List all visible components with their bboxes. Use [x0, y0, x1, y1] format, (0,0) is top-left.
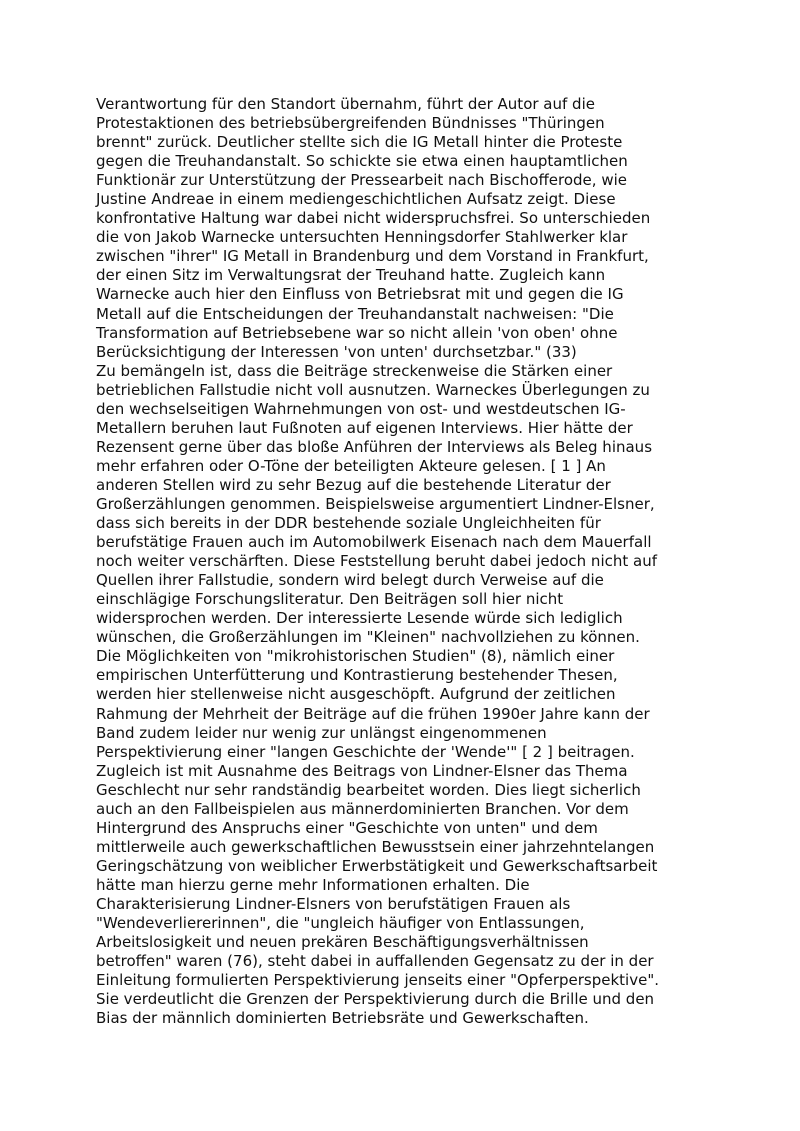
text-line: mehr erfahren oder O-Töne der beteiligten Akteure gelesen. [ 1 ] An [96, 456, 606, 475]
text-line: Charakterisierung Lindner-Elsners von berufstätigen Frauen als [96, 894, 571, 913]
text-line: auch an den Fallbeispielen aus männerdominierten Branchen. Vor dem [96, 799, 629, 818]
text-line: wünschen, die Großerzählungen im "Kleinen" nachvollziehen zu können. [96, 628, 640, 647]
text-line: widersprochen werden. Der interessierte Lesende würde sich lediglich [96, 609, 623, 628]
body-text [96, 95, 716, 1028]
text-line: konfrontative Haltung war dabei nicht widerspruchsfrei. So unterschieden [96, 209, 651, 228]
text-line: Justine Andreae in einem mediengeschichtlichen Aufsatz zeigt. Diese [96, 190, 616, 209]
text-line: "Wendeverliererinnen", die "ungleich häufiger von Entlassungen, [96, 914, 585, 933]
text-line: Einleitung formulierten Perspektivierung jenseits einer "Opferperspektive". [96, 971, 659, 990]
text-line: Geschlecht nur sehr randständig bearbeitet worden. Dies liegt sicherlich [96, 780, 641, 799]
text-line: Funktionär zur Unterstützung der Pressearbeit nach Bischofferode, wie [96, 171, 627, 190]
text-line: Zugleich ist mit Ausnahme des Beitrags von Lindner-Elsner das Thema [96, 761, 628, 780]
text-line: einschlägige Forschungsliteratur. Den Beiträgen soll hier nicht [96, 590, 564, 609]
text-line: Metall auf die Entscheidungen der Treuhandanstalt nachweisen: "Die [96, 304, 614, 323]
text-line: Bias der männlich dominierten Betriebsräte und Gewerkschaften. [96, 1009, 589, 1028]
text-line: empirischen Unterfütterung und Kontrastierung bestehender Thesen, [96, 666, 618, 685]
text-line: betroffen" waren (76), steht dabei in auffallenden Gegensatz zu der in der [96, 952, 654, 971]
text-line: betrieblichen Fallstudie nicht voll ausnutzen. Warneckes Überlegungen zu [96, 380, 650, 399]
text-line: dass sich bereits in der DDR bestehende soziale Ungleichheiten für [96, 514, 601, 533]
text-line: gegen die Treuhandanstalt. So schickte sie etwa einen hauptamtlichen [96, 152, 628, 171]
text-line: den wechselseitigen Wahrnehmungen von ost- und westdeutschen IG- [96, 399, 626, 418]
text-line: Arbeitslosigkeit und neuen prekären Beschäftigungsverhältnissen [96, 933, 589, 952]
text-line: Protestaktionen des betriebsübergreifenden Bündnisses "Thüringen [96, 114, 605, 133]
text-line: Rezensent gerne über das bloße Anführen der Interviews als Beleg hinaus [96, 437, 653, 456]
text-line: Die Möglichkeiten von "mikrohistorischen Studien" (8), nämlich einer [96, 647, 615, 666]
text-line: Perspektivierung einer "langen Geschichte der 'Wende'" [ 2 ] beitragen. [96, 742, 635, 761]
text-line: Verantwortung für den Standort übernahm, führt der Autor auf die [96, 95, 595, 113]
text-line: hätte man hierzu gerne mehr Informationen erhalten. Die [96, 875, 530, 894]
text-line: Warnecke auch hier den Einfluss von Betriebsrat mit und gegen die IG [96, 285, 624, 304]
text-line: Hintergrund des Anspruchs einer "Geschichte von unten" und dem [96, 818, 598, 837]
text-line: Quellen ihrer Fallstudie, sondern wird belegt durch Verweise auf die [96, 571, 604, 590]
text-line: Geringschätzung von weiblicher Erwerbstätigkeit und Gewerkschaftsarbeit [96, 856, 658, 875]
text-line: Metallern beruhen laut Fußnoten auf eigenen Interviews. Hier hätte der [96, 418, 633, 437]
text-line: Zu bemängeln ist, dass die Beiträge streckenweise die Stärken einer [96, 361, 613, 380]
text-line: anderen Stellen wird zu sehr Bezug auf die bestehende Literatur der [96, 475, 611, 494]
text-line: Berücksichtigung der Interessen 'von unten' durchsetzbar." (33) [96, 342, 577, 361]
text-line: Transformation auf Betriebsebene war so nicht allein 'von oben' ohne [96, 323, 618, 342]
text-line: Großerzählungen genommen. Beispielsweise argumentiert Lindner-Elsner, [96, 494, 655, 513]
text-line: die von Jakob Warnecke untersuchten Henningsdorfer Stahlwerker klar [96, 228, 628, 247]
text-line: Sie verdeutlicht die Grenzen der Perspektivierung durch die Brille und den [96, 990, 655, 1009]
text-line: berufstätige Frauen auch im Automobilwerk Eisenach nach dem Mauerfall [96, 533, 652, 552]
text-line: zwischen "ihrer" IG Metall in Brandenburg und dem Vorstand in Frankfurt, [96, 247, 649, 266]
text-line: noch weiter verschärften. Diese Feststellung beruht dabei jedoch nicht auf [96, 552, 657, 571]
text-line: brennt" zurück. Deutlicher stellte sich die IG Metall hinter die Proteste [96, 133, 623, 152]
text-line: werden hier stellenweise nicht ausgeschöpft. Aufgrund der zeitlichen [96, 685, 616, 704]
text-line: mittlerweile auch gewerkschaftlichen Bewusstsein einer jahrzehntelangen [96, 837, 655, 856]
text-line: Rahmung der Mehrheit der Beiträge auf die frühen 1990er Jahre kann der [96, 704, 650, 723]
text-line: Band zudem leider nur wenig zur unlängst eingenommenen [96, 723, 547, 742]
text-line: der einen Sitz im Verwaltungsrat der Treuhand hatte. Zugleich kann [96, 266, 606, 285]
